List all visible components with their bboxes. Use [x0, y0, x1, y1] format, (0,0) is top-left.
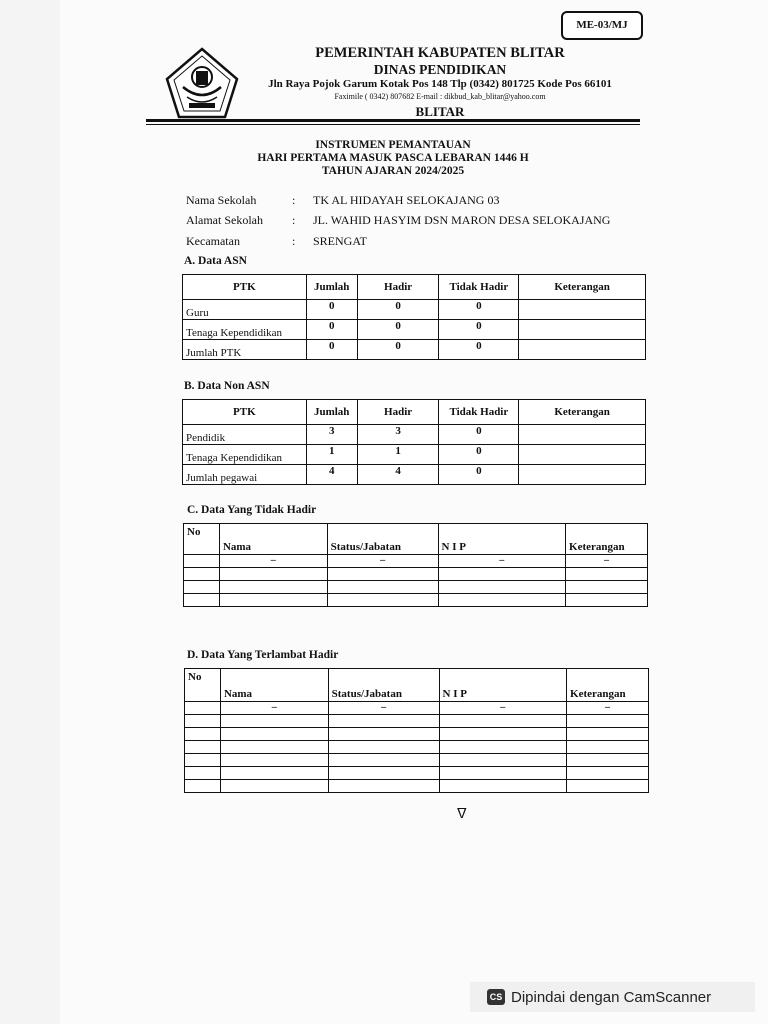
- table-cell: –: [219, 555, 327, 568]
- pen-mark: ᐁ: [457, 807, 467, 822]
- table-cell: 0: [439, 445, 519, 465]
- section-d-title: D. Data Yang Terlambat Hadir: [187, 649, 339, 661]
- table-cell: –: [327, 555, 438, 568]
- column-header: Tidak Hadir: [439, 275, 519, 300]
- header-department: DINAS PENDIDIKAN: [373, 62, 507, 77]
- table-cell: [439, 728, 567, 741]
- table-row: [185, 715, 649, 728]
- table-row: [185, 702, 649, 715]
- table-cell: [220, 728, 328, 741]
- column-header: No: [184, 524, 220, 555]
- column-header: Jumlah: [306, 400, 357, 425]
- section-c-title: C. Data Yang Tidak Hadir: [187, 504, 317, 516]
- table-cell: 0: [439, 425, 519, 445]
- table-cell: [519, 340, 646, 360]
- table-cell: [439, 741, 567, 754]
- table-cell: [328, 728, 439, 741]
- header-divider-thick: [146, 119, 640, 122]
- table-cell: [327, 581, 438, 594]
- non-asn-table: [182, 399, 646, 485]
- table-cell: 0: [357, 340, 439, 360]
- table-cell: Guru: [183, 300, 307, 320]
- table-cell: [328, 741, 439, 754]
- column-header: Keterangan: [567, 669, 649, 702]
- table-cell: Jumlah PTK: [183, 340, 307, 360]
- form-code-badge: ME-03/MJ: [561, 11, 643, 40]
- table-cell: [567, 780, 649, 793]
- table-cell: [185, 754, 221, 767]
- table-cell: [439, 767, 567, 780]
- asn-table: [182, 274, 646, 360]
- table-cell: 1: [306, 445, 357, 465]
- table-cell: 0: [306, 320, 357, 340]
- table-header-row: [185, 669, 649, 702]
- table-cell: 0: [306, 340, 357, 360]
- table-cell: [185, 767, 221, 780]
- school-address-label: Alamat Sekolah: [186, 213, 263, 227]
- regency-crest-icon: [165, 47, 239, 121]
- column-header: Hadir: [357, 400, 439, 425]
- table-cell: [567, 728, 649, 741]
- table-row: [183, 465, 646, 485]
- header-city: BLITAR: [415, 104, 465, 119]
- table-row: [183, 445, 646, 465]
- table-cell: 0: [439, 320, 519, 340]
- table-cell: [567, 754, 649, 767]
- table-cell: [328, 780, 439, 793]
- table-cell: –: [567, 702, 649, 715]
- table-cell: [220, 767, 328, 780]
- table-cell: [519, 425, 646, 445]
- table-cell: [328, 715, 439, 728]
- info-separator: :: [292, 213, 296, 227]
- table-cell: [185, 728, 221, 741]
- district-label: Kecamatan: [186, 234, 240, 248]
- info-separator: :: [292, 193, 296, 207]
- table-header-row: [183, 400, 646, 425]
- table-cell: –: [438, 555, 566, 568]
- school-name-label: Nama Sekolah: [186, 193, 257, 207]
- table-cell: 0: [306, 300, 357, 320]
- table-cell: [184, 581, 220, 594]
- table-cell: [519, 465, 646, 485]
- table-row: [184, 568, 648, 581]
- table-cell: [438, 581, 566, 594]
- table-row: [185, 728, 649, 741]
- school-address-value: JL. WAHID HASYIM DSN MARON DESA SELOKAJANG: [313, 213, 611, 227]
- column-header: Jumlah: [306, 275, 357, 300]
- table-cell: –: [439, 702, 567, 715]
- column-header: Keterangan: [519, 275, 646, 300]
- table-cell: 0: [439, 300, 519, 320]
- table-cell: 4: [357, 465, 439, 485]
- camscanner-watermark: [470, 982, 755, 1012]
- table-row: [184, 594, 648, 607]
- table-cell: [439, 715, 567, 728]
- table-cell: [567, 767, 649, 780]
- table-cell: Tenaga Kependidikan: [183, 320, 307, 340]
- column-header: Tidak Hadir: [439, 400, 519, 425]
- table-header-row: [183, 275, 646, 300]
- table-cell: 0: [357, 320, 439, 340]
- column-header: PTK: [183, 400, 307, 425]
- table-row: [184, 581, 648, 594]
- table-cell: [566, 568, 648, 581]
- table-cell: [567, 741, 649, 754]
- header-address: Jln Raya Pojok Garum Kotak Pos 148 Tlp (0342) 801725 Kode Pos 66101: [268, 78, 612, 90]
- table-cell: [220, 780, 328, 793]
- table-cell: [519, 320, 646, 340]
- table-cell: [184, 555, 220, 568]
- table-cell: 1: [357, 445, 439, 465]
- table-row: [183, 425, 646, 445]
- table-cell: 3: [357, 425, 439, 445]
- table-header-row: [184, 524, 648, 555]
- doc-year: TAHUN AJARAN 2024/2025: [321, 165, 465, 177]
- table-cell: [185, 715, 221, 728]
- table-cell: [185, 780, 221, 793]
- table-cell: [185, 741, 221, 754]
- table-cell: [439, 754, 567, 767]
- school-name-value: TK AL HIDAYAH SELOKAJANG 03: [313, 193, 500, 207]
- info-separator: :: [292, 234, 296, 248]
- table-cell: –: [328, 702, 439, 715]
- table-row: [183, 320, 646, 340]
- table-cell: [185, 702, 221, 715]
- table-cell: [219, 594, 327, 607]
- table-row: [183, 300, 646, 320]
- table-row: [185, 767, 649, 780]
- header-divider-thin: [146, 124, 640, 125]
- district-value: SRENGAT: [313, 234, 368, 248]
- table-cell: [438, 594, 566, 607]
- camscanner-logo-icon: CS: [487, 989, 505, 1005]
- table-row: [184, 555, 648, 568]
- section-b-title: B. Data Non ASN: [184, 380, 270, 392]
- table-row: [183, 340, 646, 360]
- column-header: Nama: [220, 669, 328, 702]
- absent-staff-table: [183, 523, 648, 607]
- table-cell: –: [566, 555, 648, 568]
- table-cell: [439, 780, 567, 793]
- table-cell: 4: [306, 465, 357, 485]
- table-cell: [184, 594, 220, 607]
- table-row: [185, 780, 649, 793]
- table-row: [185, 741, 649, 754]
- late-staff-table: [184, 668, 649, 793]
- table-cell: [519, 445, 646, 465]
- table-cell: [438, 568, 566, 581]
- section-a-title: A. Data ASN: [184, 255, 247, 267]
- table-cell: 3: [306, 425, 357, 445]
- table-cell: 0: [439, 465, 519, 485]
- table-cell: [220, 715, 328, 728]
- doc-subtitle: HARI PERTAMA MASUK PASCA LEBARAN 1446 H: [257, 152, 529, 164]
- table-cell: [566, 594, 648, 607]
- column-header: Hadir: [357, 275, 439, 300]
- column-header: Nama: [219, 524, 327, 555]
- column-header: No: [185, 669, 221, 702]
- table-cell: 0: [439, 340, 519, 360]
- table-cell: [220, 754, 328, 767]
- watermark-text: Dipindai dengan CamScanner: [511, 988, 712, 1006]
- table-row: [185, 754, 649, 767]
- table-cell: [184, 568, 220, 581]
- column-header: Keterangan: [566, 524, 648, 555]
- doc-title: INSTRUMEN PEMANTAUAN: [315, 139, 471, 151]
- column-header: Status/Jabatan: [328, 669, 439, 702]
- table-cell: [327, 568, 438, 581]
- column-header: PTK: [183, 275, 307, 300]
- column-header: Keterangan: [519, 400, 646, 425]
- table-cell: [327, 594, 438, 607]
- table-cell: [328, 767, 439, 780]
- table-cell: Tenaga Kependidikan: [183, 445, 307, 465]
- column-header: N I P: [438, 524, 566, 555]
- table-cell: Jumlah pegawai: [183, 465, 307, 485]
- table-cell: [566, 581, 648, 594]
- header-government: PEMERINTAH KABUPATEN BLITAR: [315, 45, 565, 61]
- table-cell: [220, 741, 328, 754]
- table-cell: Pendidik: [183, 425, 307, 445]
- header-contact: Faximile ( 0342) 807682 E-mail : dikbud_kab_blitar@yahoo.com: [334, 92, 546, 101]
- table-cell: 0: [357, 300, 439, 320]
- table-cell: [328, 754, 439, 767]
- table-cell: –: [220, 702, 328, 715]
- table-cell: [567, 715, 649, 728]
- table-cell: [219, 568, 327, 581]
- table-cell: [519, 300, 646, 320]
- column-header: Status/Jabatan: [327, 524, 438, 555]
- table-cell: [219, 581, 327, 594]
- column-header: N I P: [439, 669, 567, 702]
